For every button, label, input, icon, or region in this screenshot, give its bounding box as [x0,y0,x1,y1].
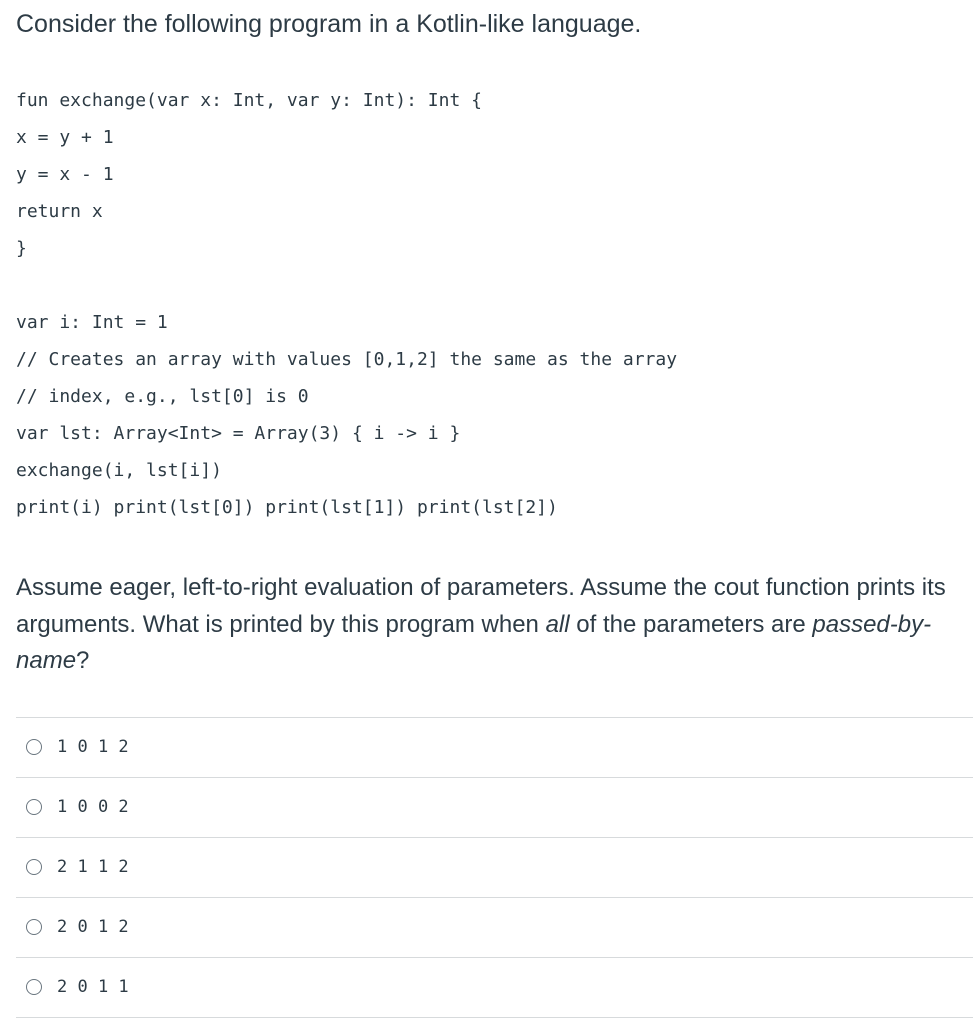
code-line: print(i) print(lst[0]) print(lst[1]) print(lst[2]) [16,497,558,518]
answer-option-5[interactable] [16,958,973,1018]
answer-label: 2 0 1 2 [57,917,129,937]
radio-button[interactable] [26,859,42,875]
code-line: x = y + 1 [16,127,114,148]
question-prompt: Consider the following program in a Kotlin-like language. [16,10,642,38]
radio-button[interactable] [26,799,42,815]
answer-option-3[interactable] [16,838,973,898]
code-line: y = x - 1 [16,164,114,185]
question-emphasis-passed-by-name: passed-by-name [16,610,932,674]
code-listing [16,88,973,532]
code-line: // index, e.g., lst[0] is 0 [16,386,309,407]
answer-option-4[interactable] [16,898,973,958]
answer-option-1[interactable] [16,718,973,778]
quiz-question [16,0,973,1018]
question-text-part: ? [76,647,90,674]
question-text-part: of the parameters are [569,610,813,638]
answer-option-2[interactable] [16,778,973,838]
radio-button[interactable] [26,919,42,935]
answer-label: 1 0 0 2 [57,797,129,817]
question-text-part: Assume eager, left-to-right evaluation of parameters. Assume the cout function prints its arguments. What is printed by this program when [16,574,946,638]
code-line: var lst: Array<Int> = Array(3) { i -> i } [16,423,461,444]
code-line: fun exchange(var x: Int, var y: Int): Int { [16,90,482,111]
code-line: return x [16,201,103,222]
answer-label: 2 0 1 1 [57,977,129,997]
radio-button[interactable] [26,739,42,755]
answer-label: 2 1 1 2 [57,857,129,877]
question-text [16,570,973,680]
question-emphasis-all: all [545,610,570,638]
radio-button[interactable] [26,979,42,995]
answer-label: 1 0 1 2 [57,737,129,757]
code-blank-line [16,273,973,310]
code-line: } [16,238,27,259]
code-line: exchange(i, lst[i]) [16,460,222,481]
answer-list [16,717,973,1018]
code-line: var i: Int = 1 [16,312,168,333]
code-line: // Creates an array with values [0,1,2] the same as the array [16,349,678,370]
